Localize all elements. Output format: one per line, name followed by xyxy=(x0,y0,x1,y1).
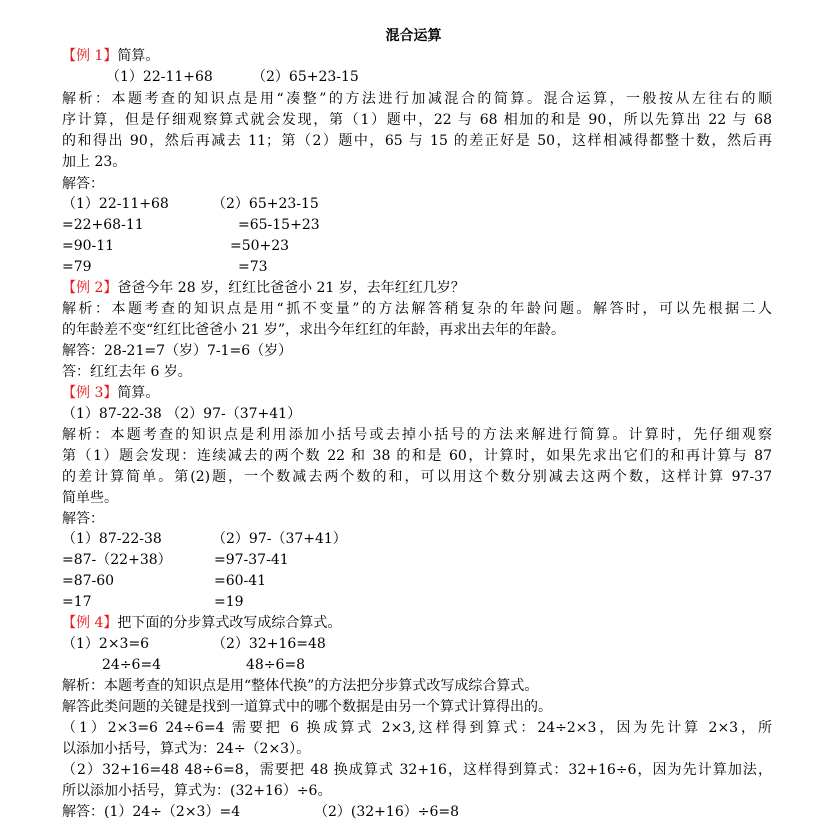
example-1-answer-label: 解答： xyxy=(62,176,104,192)
example-4-heading xyxy=(62,613,772,634)
example-4-problem-row xyxy=(62,634,772,655)
example-2-analysis-line: 的年龄差不变“红红比爸爸小 21 岁”，求出今年红红的年龄，再求出去年的年龄。 xyxy=(62,322,566,338)
example-3-left-step: =87-（22+38） xyxy=(62,552,172,568)
example-2-task: 爸爸今年 28 岁，红红比爸爸小 21 岁，去年红红几岁？ xyxy=(117,280,465,296)
example-3-right-step: （2）97-（37+41） xyxy=(212,531,347,547)
example-1-problem-1: （1）22-11+68 xyxy=(106,69,213,85)
example-3-step-row xyxy=(62,592,772,613)
example-1-step-row xyxy=(62,257,772,278)
example-4-problem-2-step-1: （2）32+16=48 xyxy=(212,636,326,652)
example-3-step-row xyxy=(62,550,772,571)
example-1-step-row xyxy=(62,215,772,236)
example-4-analysis-line: 所以添加小括号，算式为：(32+16）÷6。 xyxy=(62,783,332,799)
example-4-analysis-line: 解析：本题考查的知识点是用“整体代换”的方法把分步算式改写成综合算式。 xyxy=(62,678,539,694)
example-4-problem-row xyxy=(62,655,772,676)
example-3-heading xyxy=(62,383,772,404)
example-4-problem-1-step-1: （1）2×3=6 xyxy=(62,636,150,652)
example-1-right-step: （2）65+23-15 xyxy=(212,196,319,212)
example-4-problem-2-step-2: 48÷6=8 xyxy=(246,657,306,673)
example-1-problem-2: （2）65+23-15 xyxy=(252,69,359,85)
example-3-right-step: =97-37-41 xyxy=(214,552,289,568)
page-title: 混合运算 xyxy=(385,28,442,44)
example-4-problem-1-step-2: 24÷6=4 xyxy=(102,657,162,673)
example-4-answer-2: （2）(32+16）÷6=8 xyxy=(314,804,460,820)
example-1-left-step: =90-11 xyxy=(62,238,115,254)
example-3-right-step: =60-41 xyxy=(214,573,267,589)
example-2-answer: 解答：28-21=7（岁）7-1=6（岁） xyxy=(62,343,293,359)
example-1-step-row xyxy=(62,194,772,215)
example-1-left-step: （1）22-11+68 xyxy=(62,196,169,212)
example-1-left-step: =79 xyxy=(62,259,92,275)
example-1-problems xyxy=(62,67,772,88)
example-3-problems: （1）87-22-38 （2）97-（37+41） xyxy=(62,406,302,422)
example-2-tag: 【例 2】 xyxy=(62,280,118,296)
example-3-left-step: =87-60 xyxy=(62,573,115,589)
example-4-analysis-line: 解答此类问题的关键是找到一道算式中的哪个数据是由另一个算式计算得出的。 xyxy=(62,699,552,715)
example-4-tag: 【例 4】 xyxy=(62,615,118,631)
example-3-step-row xyxy=(62,529,772,550)
example-4-answer-1: 解答：(1）24÷（2×3）=4 xyxy=(62,804,241,820)
example-2-reply: 答：红红去年 6 岁。 xyxy=(62,364,192,380)
example-1-right-step: =73 xyxy=(238,259,268,275)
example-3-tag: 【例 3】 xyxy=(62,385,118,401)
example-1-analysis-line: 解析：本题考查的知识点是用“凑整”的方法进行加减混合的简算。混合运算，一般按从左往右的顺 xyxy=(62,91,772,107)
example-1-right-step: =65-15+23 xyxy=(238,217,320,233)
example-3-analysis-line: 解析：本题考查的知识点是利用添加小括号或去掉小括号的方法来解进行简算。计算时，先仔细观察 xyxy=(62,427,772,443)
example-3-analysis-line: 第（1）题会发现：连续减去的两个数 22 和 38 的和是 60，计算时，如果先求出它们的和再计算与 87 xyxy=(62,448,772,464)
example-4-analysis-line: （2）32+16=48 48÷6=8，需要把 48 换成算式 32+16，这样得到算式：32+16÷6，因为先计算加法， xyxy=(62,762,772,778)
example-4-analysis-line: 以添加小括号，算式为：24÷（2×3）。 xyxy=(62,741,311,757)
example-1-step-row xyxy=(62,236,772,257)
example-3-analysis-line: 的差计算简单。第(2)题，一个数减去两个数的和，可以用这个数分别减去这两个数，这样计算 97-37 xyxy=(62,469,772,485)
example-1-analysis-line: 序计算，但是仔细观察算式就会发现，第（1）题中，22 与 68 相加的和是 90，所以先算出 22 与 68 xyxy=(62,112,772,128)
example-3-task: 简算。 xyxy=(117,385,160,401)
example-2-heading xyxy=(62,278,772,299)
example-3-right-step: =19 xyxy=(214,594,244,610)
example-1-heading xyxy=(62,46,772,67)
example-3-answer-label: 解答： xyxy=(62,511,104,527)
example-1-left-step: =22+68-11 xyxy=(62,217,144,233)
example-3-analysis-line: 简单些。 xyxy=(62,490,118,506)
example-3-left-step: （1）87-22-38 xyxy=(62,531,162,547)
example-4-analysis-line: （1）2×3=6 24÷6=4 需要把 6 换成算式 2×3,这样得到算式：24÷2×3，因为先计算 2×3，所 xyxy=(62,720,772,736)
example-3-left-step: =17 xyxy=(62,594,92,610)
example-1-analysis-line: 加上 23。 xyxy=(62,154,127,170)
example-4-answer xyxy=(62,802,772,823)
example-4-task: 把下面的分步算式改写成综合算式。 xyxy=(117,615,342,631)
example-1-task: 简算。 xyxy=(117,48,160,64)
example-2-analysis-line: 解析：本题考查的知识点是用“抓不变量”的方法解答稍复杂的年龄问题。解答时，可以先根据二人 xyxy=(62,301,772,317)
example-1-analysis-line: 的和得出 90，然后再减去 11；第（2）题中，65 与 15 的差正好是 50，这样相减得都整十数，然后再 xyxy=(62,133,772,149)
example-1-right-step: =50+23 xyxy=(230,238,290,254)
example-3-step-row xyxy=(62,571,772,592)
example-1-tag: 【例 1】 xyxy=(62,48,118,64)
